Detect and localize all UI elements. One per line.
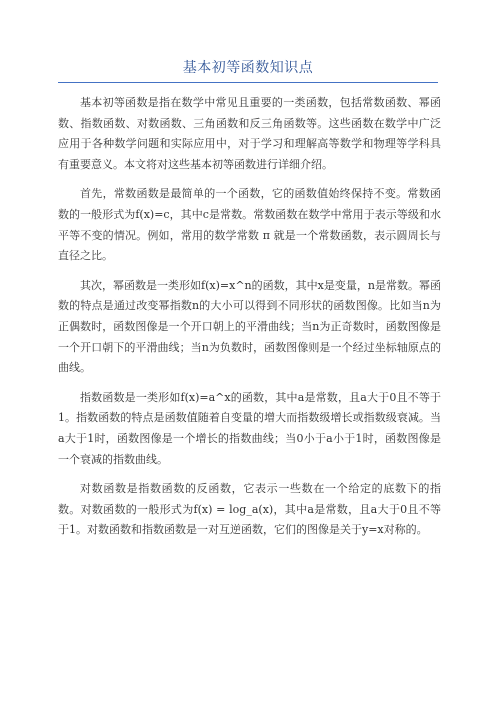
paragraph-constant-function: 首先，常数函数是最简单的一个函数，它的函数值始终保持不变。常数函数的一般形式为f(x)=c，其中c是常数。常数函数在数学中常用于表示等级和水平等不变的情况。例如，常用的数学常数 π 就是一个常数函数，表示圆周长与直径之比。 xyxy=(58,187,441,263)
document-body xyxy=(58,93,441,550)
title-underline xyxy=(58,82,438,83)
paragraph-intro: 基本初等函数是指在数学中常见且重要的一类函数，包括常数函数、幂函数、指数函数、对数函数、三角函数和反三角函数等。这些函数在数学中广泛应用于各种数学问题和实际应用中，对于学习和理解高等数学和物理等学科具有重要意义。本文将对这些基本初等函数进行详细介绍。 xyxy=(58,96,441,171)
paragraph-power-function: 其次，幂函数是一类形如f(x)=x^n的函数，其中x是变量，n是常数。幂函数的特点是通过改变幂指数n的大小可以得到不同形状的函数图像。比如当n为正偶数时，函数图像是一个开口朝上的平滑曲线；当n为正奇数时，函数图像是一个开口朝下的平滑曲线；当n为负数时，函数图像则是一个经过坐标轴原点的曲线。 xyxy=(58,278,441,375)
paragraph-exponential-function: 指数函数是一类形如f(x)=a^x的函数，其中a是常数，且a大于0且不等于1。指数函数的特点是函数值随着自变量的增大而指数级增长或指数级衰减。当a大于1时，函数图像是一个增长的指数曲线；当0小于a小于1时，函数图像是一个衰减的指数曲线。 xyxy=(58,390,441,466)
page-title: 基本初等函数知识点 xyxy=(182,60,314,76)
paragraph-logarithmic-function: 对数函数是指数函数的反函数，它表示一些数在一个给定的底数下的指数。对数函数的一般形式为f(x) = log_a(x)，其中a是常数，且a大于0且不等于1。对数函数和指数函数是一对互逆函数，它们的图像是关于y=x对称的。 xyxy=(58,482,441,537)
